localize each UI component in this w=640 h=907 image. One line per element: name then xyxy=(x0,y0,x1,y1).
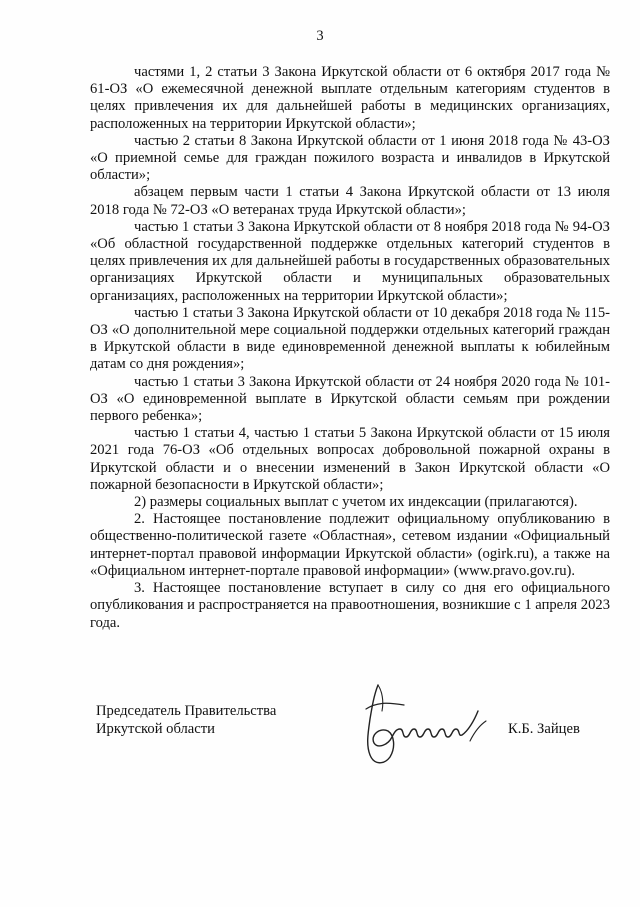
signatory-name: К.Б. Зайцев xyxy=(508,721,580,737)
paragraph: 3. Настоящее постановление вступает в силу со дня его официального опубликования и распространяется на правоотношения, возникшие с 1 апреля 2023 года. xyxy=(90,580,610,631)
page-number: 3 xyxy=(316,28,324,44)
signature-block xyxy=(90,703,610,783)
handwritten-signature xyxy=(348,681,498,771)
paragraph: абзацем первым части 1 статьи 4 Закона Иркутской области от 13 июля 2018 года № 72-ОЗ «О ветеранах труда Иркутской области»; xyxy=(90,184,610,218)
signatory-position xyxy=(96,703,276,738)
signatory-position-line: Председатель Правительства xyxy=(96,703,277,719)
paragraph: частью 1 статьи 4, частью 1 статьи 5 Закона Иркутской области от 15 июля 2021 года 76-ОЗ «Об отдельных вопросах добровольной пожарной охраны в Иркутской области и о внесении изменений в Закон Иркутской области «О пожарной безопасности в Иркутской области»; xyxy=(90,425,610,493)
document-body xyxy=(90,64,610,632)
signatory-position-line: Иркутской области xyxy=(96,720,215,737)
paragraph: частью 1 статьи 3 Закона Иркутской области от 10 декабря 2018 года № 115-ОЗ «О дополнительной мере социальной поддержки отдельных категорий граждан в Иркутской области в виде единовременной денежной выплаты к юбилейным датам со дня рождения»; xyxy=(90,304,610,373)
paragraph: 2. Настоящее постановление подлежит официальному опубликованию в общественно-политической газете «Областная», сетевом издании «Официальный интернет-портал правовой информации Иркутской области» (ogirk.ru), а также на «Официальном интернет-портале правовой информации» (www.pravo.gov.ru). xyxy=(90,511,610,579)
paragraph: частью 1 статьи 3 Закона Иркутской области от 24 ноября 2020 года № 101-ОЗ «О единовременной выплате в Иркутской области семьям при рождении первого ребенка»; xyxy=(90,373,610,425)
paragraph: частью 2 статьи 8 Закона Иркутской области от 1 июня 2018 года № 43-ОЗ «О приемной семье для граждан пожилого возраста и инвалидов в Иркутской области»; xyxy=(90,132,610,184)
paragraph: 2) размеры социальных выплат с учетом их индексации (прилагаются). xyxy=(134,494,578,511)
paragraph: частью 1 статьи 3 Закона Иркутской области от 8 ноября 2018 года № 94-ОЗ «Об областной государственной поддержке отдельных категорий студентов в целях привлечения их для дальнейшей работы в государственных образовательных организациях Иркутской области и муниципальных образовательных организациях, расположенных на территории Иркутской области»; xyxy=(90,218,610,304)
paragraph: частями 1, 2 статьи 3 Закона Иркутской области от 6 октября 2017 года № 61-ОЗ «О ежемесячной денежной выплате отдельным категориям студентов в целях привлечения их для дальнейшей работы в медицинских организациях, расположенных на территории Иркутской области»; xyxy=(90,64,610,132)
